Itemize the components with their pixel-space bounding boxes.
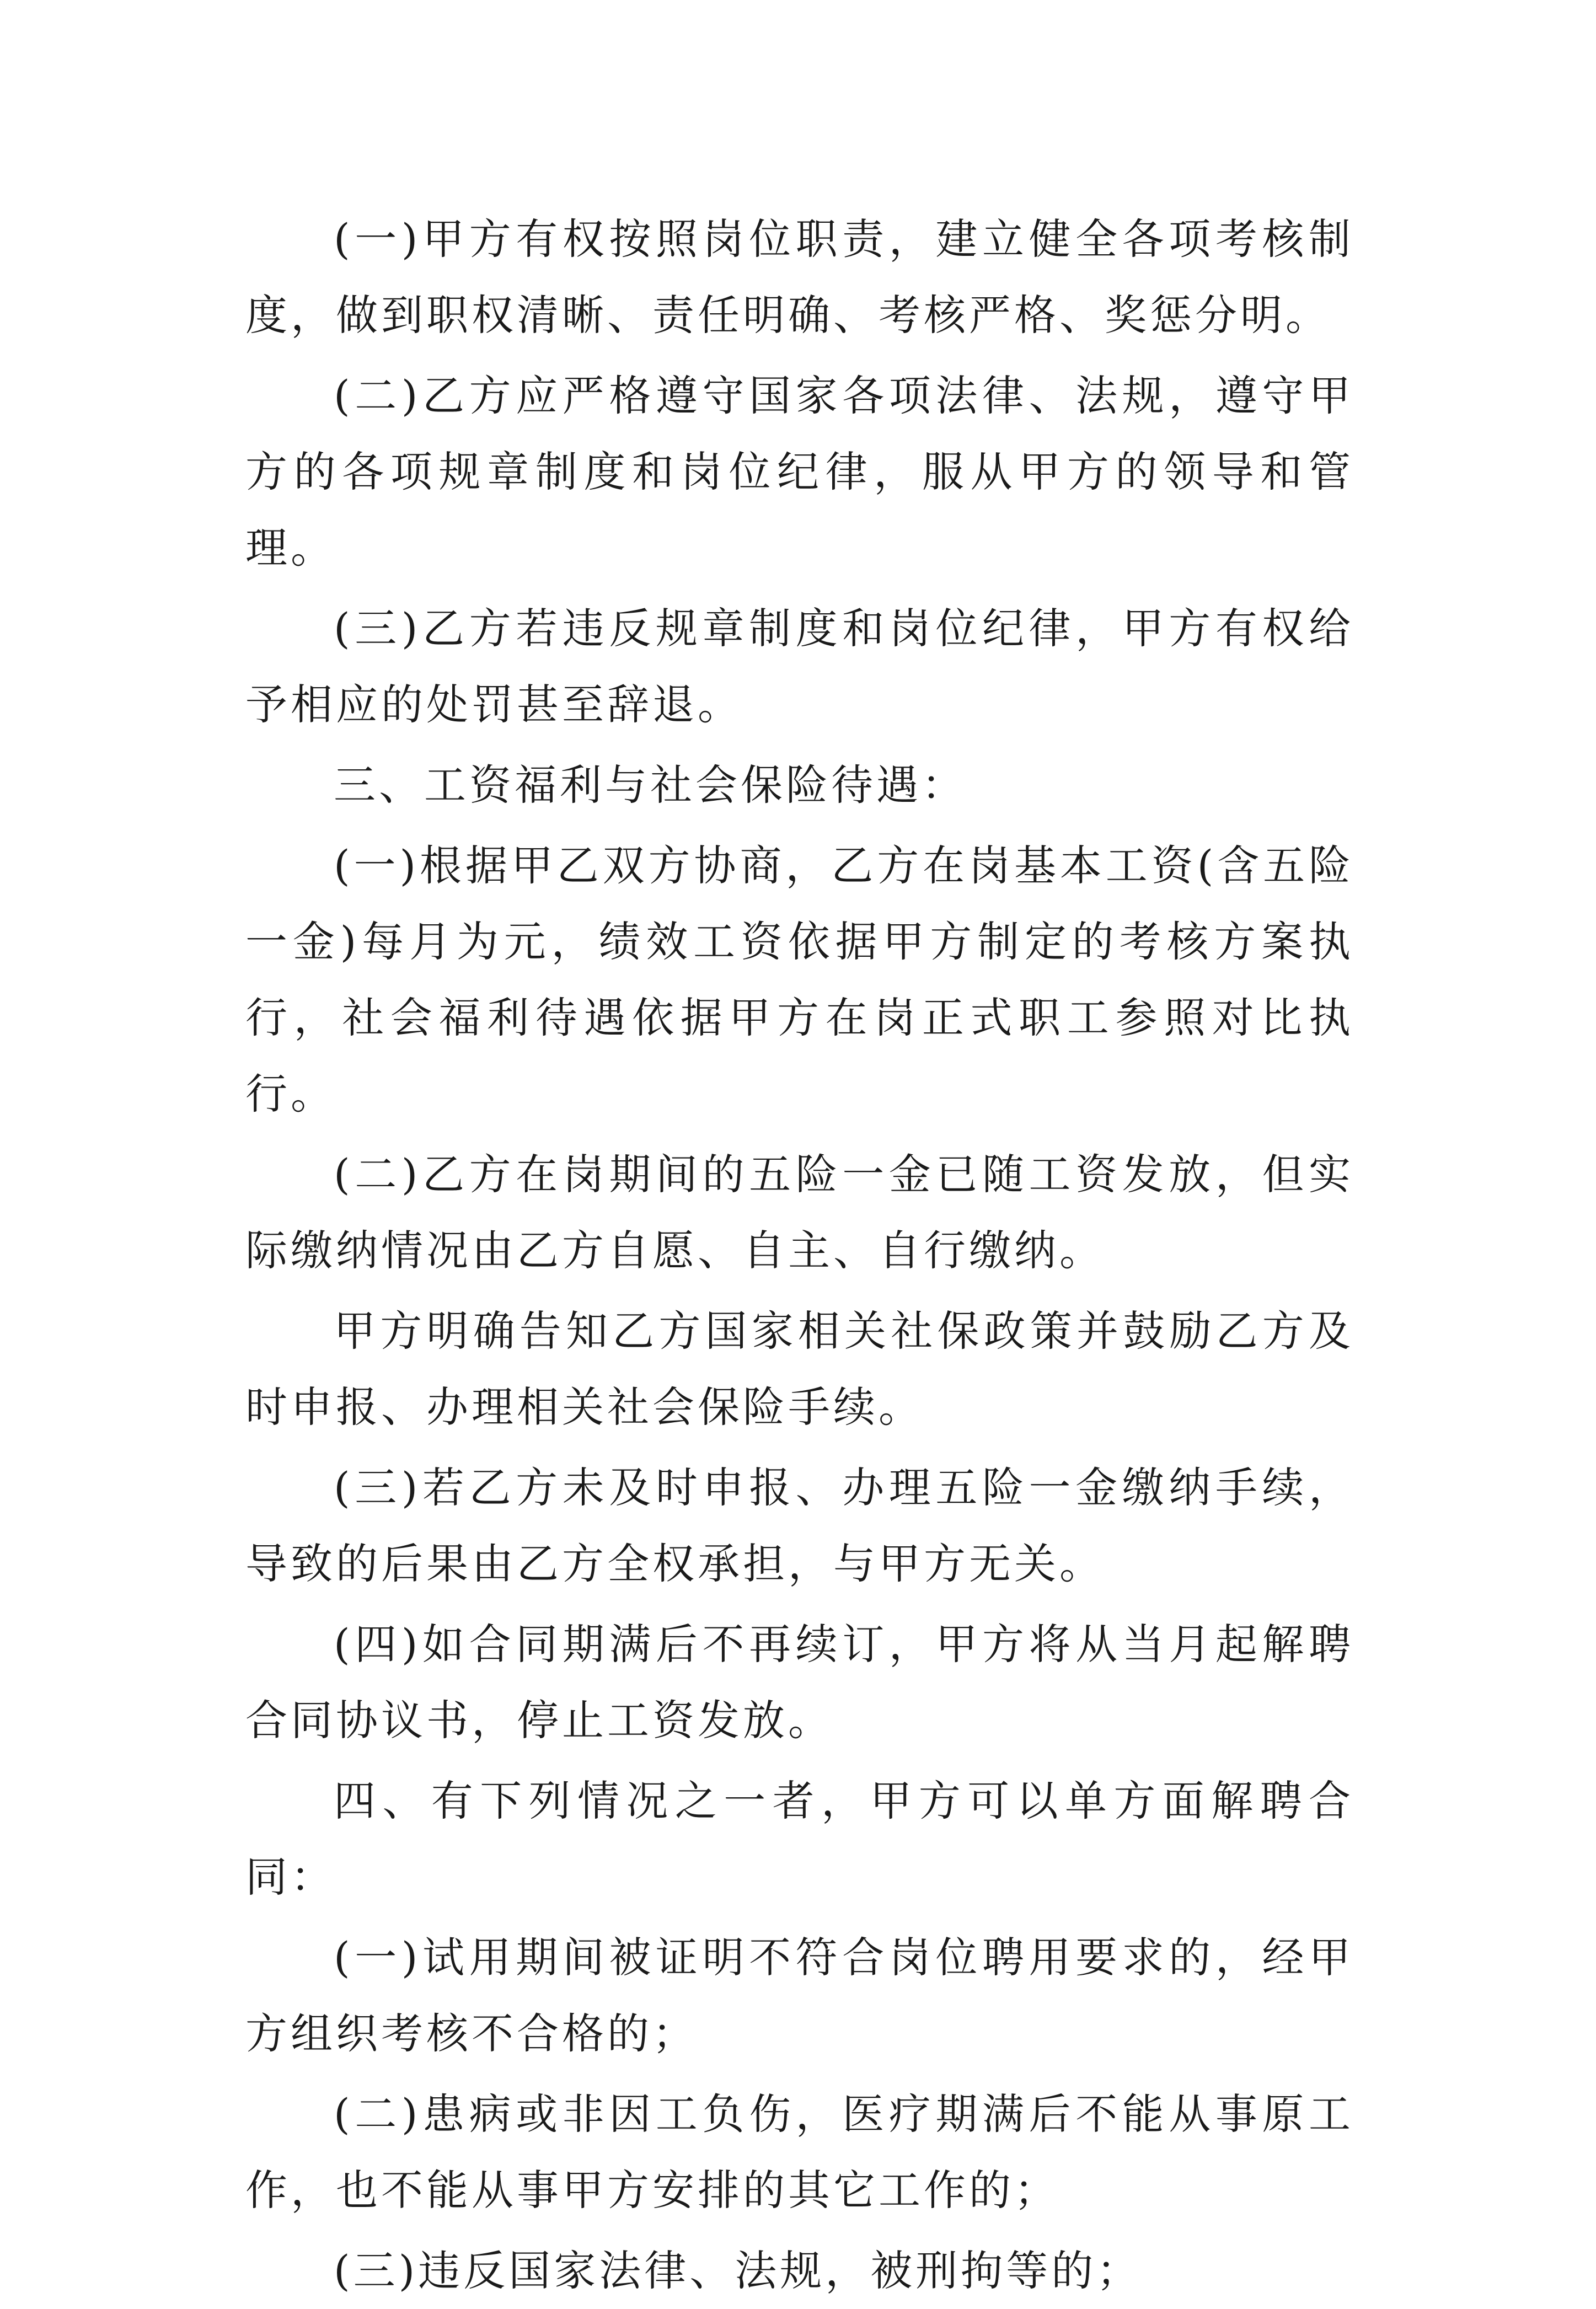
clause-paragraph-6: (二)乙方在岗期间的五险一金已随工资发放，但实际缴纳情况由乙方自愿、自主、自行缴纳。	[245, 1150, 1354, 1275]
clause-paragraph-13: (三)违反国家法律、法规，被刑拘等的；	[334, 2246, 1142, 2295]
clause-paragraph-5: (一)根据甲乙双方协商，乙方在岗基本工资(含五险一金)每月为元，绩效工资依据甲方制定的考核方案执行，社会福利待遇依据甲方在岗正式职工参照对比执行。	[245, 841, 1354, 1118]
clause-paragraph-7: 甲方明确告知乙方国家相关社保政策并鼓励乙方及时申报、办理相关社会保险手续。	[245, 1306, 1354, 1432]
section-heading-termination: 四、有下列情况之一者，甲方可以单方面解聘合同：	[245, 1776, 1354, 1901]
clause-paragraph-9: (四)如合同期满后不再续订，甲方将从当月起解聘合同协议书，停止工资发放。	[245, 1620, 1354, 1745]
clause-paragraph-1: (一)甲方有权按照岗位职责，建立健全各项考核制度，做到职权清晰、责任明确、考核严格、奖惩分明。	[245, 215, 1354, 340]
clause-paragraph-3: (三)乙方若违反规章制度和岗位纪律，甲方有权给予相应的处罚甚至辞退。	[245, 604, 1354, 729]
clause-paragraph-8: (三)若乙方未及时申报、办理五险一金缴纳手续，导致的后果由乙方全权承担，与甲方无关。	[245, 1463, 1354, 1588]
document-body	[245, 201, 1354, 2309]
clause-paragraph-2: (二)乙方应严格遵守国家各项法律、法规，遵守甲方的各项规章制度和岗位纪律，服从甲方的领导和管理。	[245, 371, 1354, 572]
section-heading-salary-benefits: 三、工资福利与社会保险待遇：	[334, 760, 967, 810]
clause-paragraph-11: (一)试用期间被证明不符合岗位聘用要求的，经甲方组织考核不合格的；	[245, 1933, 1354, 2058]
clause-paragraph-12: (二)患病或非因工负伤，医疗期满后不能从事原工作，也不能从事甲方安排的其它工作的；	[245, 2090, 1354, 2215]
